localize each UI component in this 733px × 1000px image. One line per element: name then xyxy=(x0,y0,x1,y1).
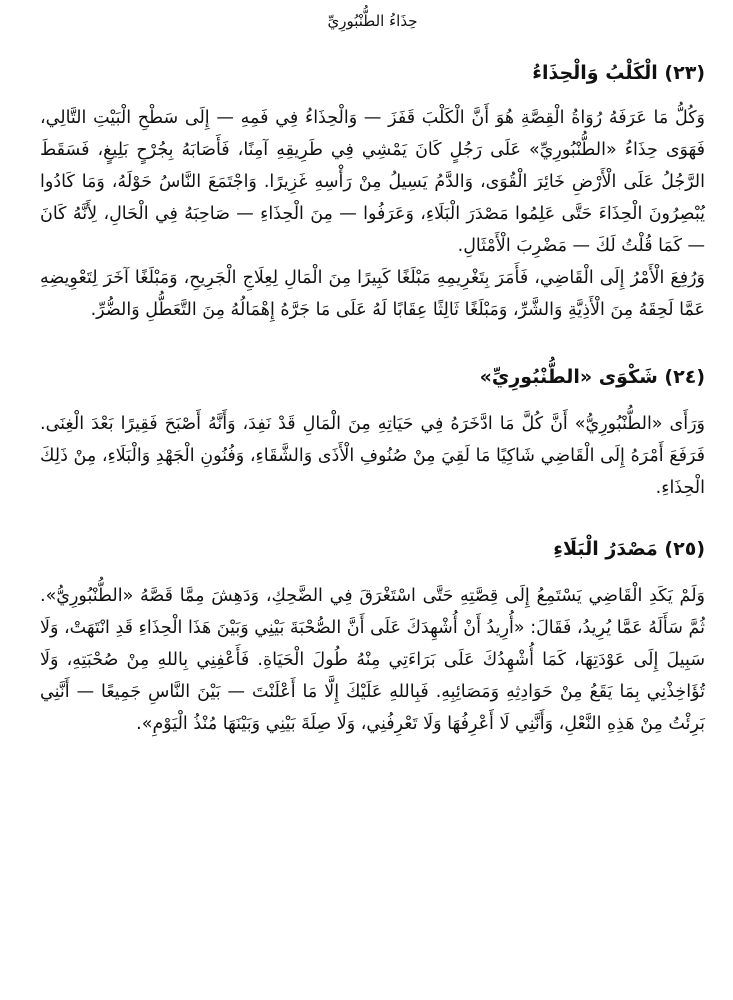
paragraph: وَكُلُّ مَا عَرَفَهُ رُوَاةُ الْقِصَّةِ هُوَ أَنَّ الْكَلْبَ قَفَزَ — وَالْحِذَاءُ فِي فَمِهِ — إِلَى سَطْحِ الْبَيْتِ التَّالِي، فَهَوَى حِذَاءُ «الطُّنْبُورِيِّ» عَلَى رَجُلٍ كَانَ يَمْشِي فِي طَرِيقِهِ آمِنًا، فَأَصَابَهُ بِجُرْحٍ بَلِيغٍ، فَسَقَطَ الرَّجُلُ عَلَى الْأَرْضِ خَائِرَ الْقُوَى، وَالدَّمُ يَسِيلُ مِنْ رَأْسِهِ غَزِيرًا. وَاجْتَمَعَ النَّاسُ حَوْلَهُ، وَمَا كَادُوا يُبْصِرُونَ الْحِذَاءَ حَتَّى عَلِمُوا مَصْدَرَ الْبَلَاءِ، وَعَرَفُوا — مِنَ الْحِذَاءِ — صَاحِبَهُ فِي الْحَالِ، لِأَنَّهُ كَانَ — كَمَا قُلْتُ لَكَ — مَضْرِبَ الْأَمْثَالِ. xyxy=(40,108,705,256)
paragraph: وَرُفِعَ الْأَمْرُ إِلَى الْقَاضِي، فَأَمَرَ بِتَغْرِيمِهِ مَبْلَغًا كَبِيرًا مِنَ الْمَالِ لِعِلَاجِ الْجَرِيحِ، وَمَبْلَغًا آخَرَ لِتَعْوِيضِهِ عَمَّا لَحِقَهُ مِنَ الْأَذِيَّةِ وَالشَّرِّ، وَمَبْلَغًا ثَالِثًا عِقَابًا لَهُ عَلَى مَا جَرَّهُ إِهْمَالُهُ مِنَ التَّعَطُّلِ وَالضُّرِّ. xyxy=(40,268,705,320)
section-title: (٢٥) مَصْدَرُ الْبَلَاءِ xyxy=(553,538,705,560)
section-23 xyxy=(40,58,705,326)
section-25 xyxy=(40,534,705,740)
section-title: (٢٤) شَكْوَى «الطُّنْبُورِيِّ» xyxy=(479,366,705,388)
paragraph: وَلَمْ يَكَدِ الْقَاضِي يَسْتَمِعُ إِلَى قِصَّتِهِ حَتَّى اسْتَغْرَقَ فِي الضَّحِكِ، وَدَهِشَ مِمَّا قَصَّهُ «الطُّنْبُورِيُّ». ثُمَّ سَأَلَهُ عَمَّا يُرِيدُ، فَقَالَ: «أُرِيدُ أَنْ أُشْهِدَكَ عَلَى أَنَّ الصُّحْبَةَ بَيْنِي وَبَيْنَ هَذَا الْحِذَاءِ قَدِ انْتَهَتْ، وَلَا سَبِيلَ إِلَى عَوْدَتِهَا، كَمَا أُشْهِدُكَ عَلَى بَرَاءَتِي مِنْهُ طُولَ الْحَيَاةِ. فَأَعْفِنِي بِاللهِ مِنْ صُحْبَتِهِ، وَلَا تُؤَاخِذْنِي بِمَا يَقَعُ مِنْ حَوَادِثِهِ وَمَصَائِبِهِ. فَبِاللهِ عَلَيْكَ إِلَّا مَا أَعْلَنْتَ — بَيْنَ النَّاسِ جَمِيعًا — أَنَّنِي بَرِئْتُ مِنْ هَذِهِ النَّعْلِ، وَأَنَّنِي لَا أَعْرِفُهَا وَلَا تَعْرِفُنِي، وَلَا صِلَةَ بَيْنِي وَبَيْنَهَا مُنْذُ الْيَوْمِ». xyxy=(40,586,705,734)
paragraph: وَرَأَى «الطُّنْبُورِيُّ» أَنَّ كُلَّ مَا ادَّخَرَهُ فِي حَيَاتِهِ مِنَ الْمَالِ قَدْ نَفِدَ، وَأَنَّهُ أَصْبَحَ فَقِيرًا بَعْدَ الْغِنَى. فَرَفَعَ أَمْرَهُ إِلَى الْقَاضِي شَاكِيًا مَا لَقِيَ مِنْ صُنُوفِ الْأَذَى وَالشَّقَاءِ، وَفُنُونِ الْجَهْدِ وَالْبَلَاءِ، مِنْ ذَلِكَ الْحِذَاءِ. xyxy=(40,414,705,498)
section-24 xyxy=(40,362,705,504)
section-title: (٢٣) الْكَلْبُ وَالْحِذَاءُ xyxy=(532,62,705,84)
running-head: حِذَاءُ الطُّنْبُورِيِّ xyxy=(327,12,418,30)
